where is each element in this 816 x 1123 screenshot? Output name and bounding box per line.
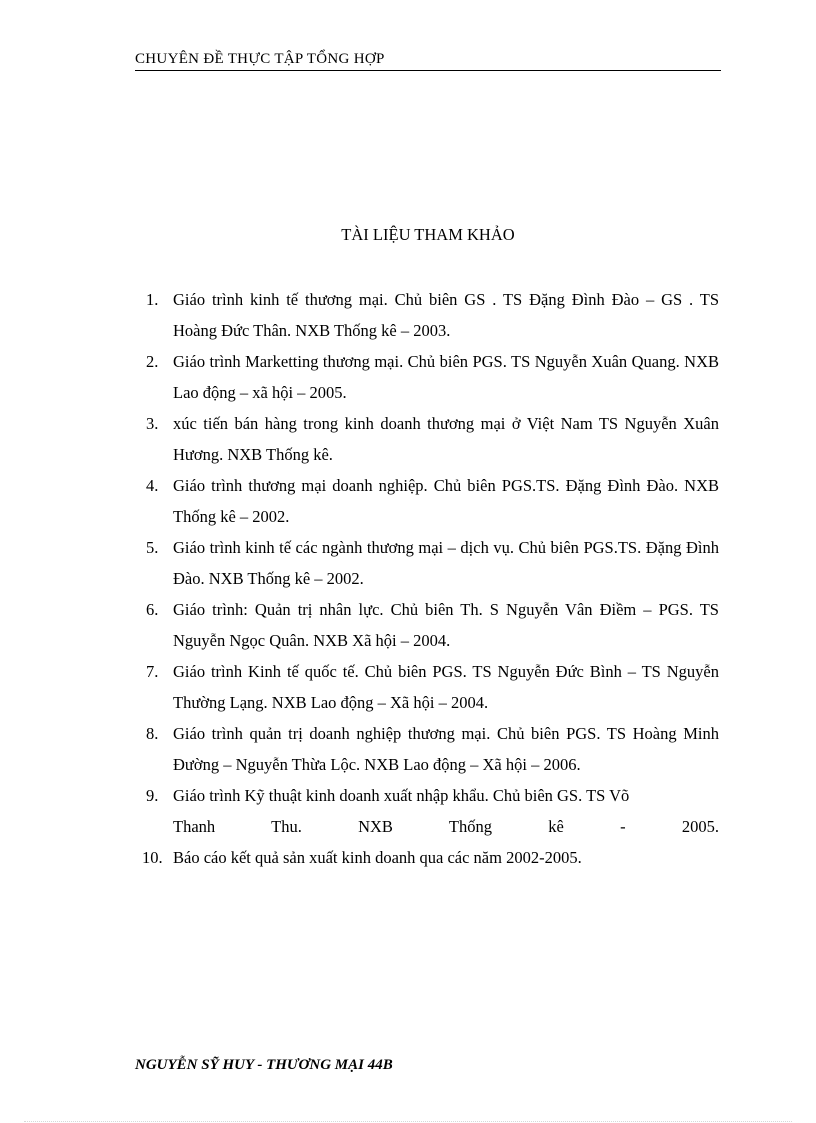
reference-text: Giáo trình quản trị doanh nghiệp thương mại. Chủ biên PGS. TS Hoàng Minh Đường – Nguyễn Thừa Lộc. NXB Lao động – Xã hội – 2006. — [173, 724, 719, 774]
reference-item-9 — [142, 780, 719, 842]
reference-item-6 — [142, 594, 719, 656]
reference-number: 10. — [142, 848, 163, 867]
reference-item-3 — [142, 408, 719, 470]
reference-text: Giáo trình thương mại doanh nghiệp. Chủ biên PGS.TS. Đặng Đình Đào. NXB Thống kê – 2002. — [173, 476, 719, 526]
reference-item-10 — [142, 842, 719, 873]
reference-number: 7. — [146, 662, 159, 681]
reference-number: 3. — [146, 414, 159, 433]
reference-number: 4. — [146, 476, 159, 495]
reference-text: Giáo trình kinh tế các ngành thương mại – dịch vụ. Chủ biên PGS.TS. Đặng Đình Đào. NXB Thống kê – 2002. — [173, 538, 719, 588]
reference-text: Báo cáo kết quả sản xuất kinh doanh qua các năm 2002-2005. — [173, 848, 582, 867]
reference-item-5 — [142, 532, 719, 594]
reference-text: Giáo trình Kỹ thuật kinh doanh xuất nhập khẩu. Chủ biên GS. TS Võ — [173, 786, 630, 805]
reference-item-2 — [142, 346, 719, 408]
reference-list — [142, 284, 719, 873]
page-header: CHUYÊN ĐỀ THỰC TẬP TỔNG HỢP — [135, 50, 721, 71]
reference-text: Giáo trình Marketting thương mại. Chủ biên PGS. TS Nguyễn Xuân Quang. NXB Lao động – xã hội – 2005. — [173, 352, 719, 402]
reference-text-continued: Thanh Thu. NXB Thống kê - 2005. — [173, 817, 719, 836]
reference-number: 5. — [146, 538, 159, 557]
reference-number: 8. — [146, 724, 159, 743]
reference-number: 1. — [146, 290, 159, 309]
reference-text: Giáo trình Kinh tế quốc tế. Chủ biên PGS. TS Nguyễn Đức Bình – TS Nguyễn Thường Lạng. NXB Lao động – Xã hội – 2004. — [173, 662, 719, 712]
reference-item-8 — [142, 718, 719, 780]
reference-number: 6. — [146, 600, 159, 619]
reference-item-1 — [142, 284, 719, 346]
reference-number: 9. — [146, 786, 159, 805]
reference-item-4 — [142, 470, 719, 532]
reference-number: 2. — [146, 352, 159, 371]
section-title: TÀI LIỆU THAM KHẢO — [341, 225, 515, 244]
reference-item-7 — [142, 656, 719, 718]
reference-text: Giáo trình kinh tế thương mại. Chủ biên GS . TS Đặng Đình Đào – GS . TS Hoàng Đức Thân. NXB Thống kê – 2003. — [173, 290, 719, 340]
reference-text: xúc tiến bán hàng trong kinh doanh thương mại ở Việt Nam TS Nguyễn Xuân Hương. NXB Thống kê. — [173, 414, 719, 464]
page-bottom-edge — [24, 1121, 792, 1122]
reference-text: Giáo trình: Quản trị nhân lực. Chủ biên Th. S Nguyễn Vân Điềm – PGS. TS Nguyễn Ngọc Quân. NXB Xã hội – 2004. — [173, 600, 719, 650]
page-footer-author: NGUYỄN SỸ HUY - THƯƠNG MẠI 44B — [135, 1057, 393, 1073]
